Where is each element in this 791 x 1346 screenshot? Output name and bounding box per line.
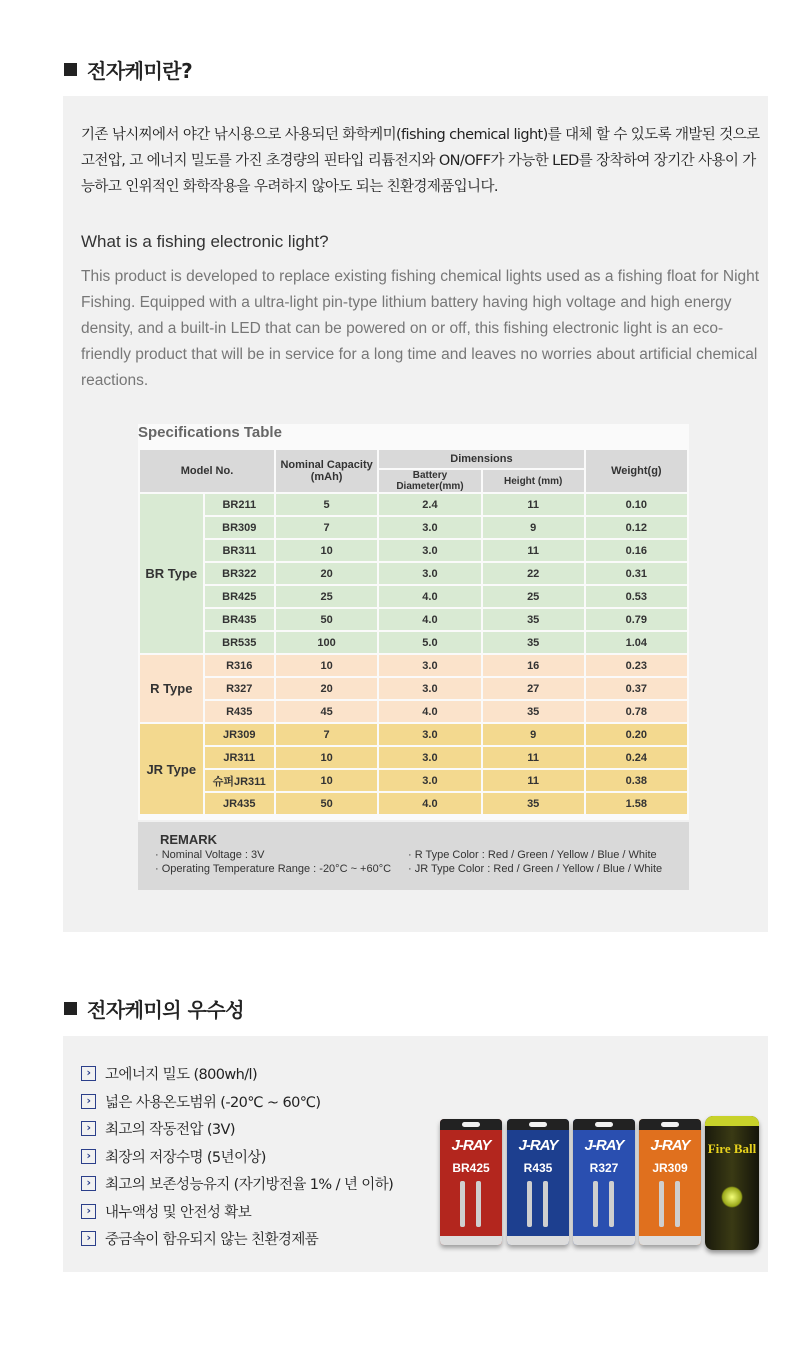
cell-model: R327 xyxy=(205,678,274,699)
cell-weight: 0.24 xyxy=(586,747,687,768)
cell-weight: 0.31 xyxy=(586,563,687,584)
square-bullet-icon xyxy=(64,1002,77,1015)
cell-model: JR435 xyxy=(205,793,274,814)
cell-height: 35 xyxy=(483,609,584,630)
light-stick xyxy=(527,1181,532,1227)
package-brand: J-RAY xyxy=(584,1137,624,1154)
table-row xyxy=(140,724,687,745)
package-footer xyxy=(507,1236,569,1245)
hanger xyxy=(440,1119,502,1130)
advantages-box xyxy=(63,1036,768,1272)
table-row xyxy=(140,517,687,538)
cell-diameter: 3.0 xyxy=(379,770,481,791)
cell-capacity: 25 xyxy=(276,586,377,607)
cell-weight: 0.37 xyxy=(586,678,687,699)
feature-item xyxy=(81,1225,393,1253)
table-row xyxy=(140,655,687,676)
cell-capacity: 50 xyxy=(276,609,377,630)
section-title-text: 전자케미의 우수성 xyxy=(87,998,245,1022)
cell-height: 11 xyxy=(483,540,584,561)
type-cell: R Type xyxy=(140,655,203,722)
table-row xyxy=(140,678,687,699)
cell-capacity: 7 xyxy=(276,517,377,538)
type-cell: JR Type xyxy=(140,724,203,814)
cell-height: 9 xyxy=(483,517,584,538)
feature-text: 넓은 사용온도범위 (-20℃ ~ 60℃) xyxy=(105,1094,321,1111)
cell-model: BR322 xyxy=(205,563,274,584)
chevron-right-icon: › xyxy=(81,1066,96,1081)
cell-diameter: 3.0 xyxy=(379,747,481,768)
feature-text: 최고의 작동전압 (3V) xyxy=(105,1122,235,1139)
cell-weight: 0.23 xyxy=(586,655,687,676)
cell-weight: 0.78 xyxy=(586,701,687,722)
feature-item xyxy=(81,1088,393,1116)
cell-diameter: 4.0 xyxy=(379,609,481,630)
spec-table-body xyxy=(140,494,687,814)
spec-table-title: Specifications Table xyxy=(138,424,282,441)
cell-capacity: 5 xyxy=(276,494,377,515)
header-diameter: Battery Diameter(mm) xyxy=(379,470,481,492)
cell-weight: 1.04 xyxy=(586,632,687,653)
hang-hole xyxy=(462,1122,480,1127)
table-row xyxy=(140,563,687,584)
cell-diameter: 4.0 xyxy=(379,586,481,607)
hang-hole xyxy=(595,1122,613,1127)
cell-capacity: 10 xyxy=(276,747,377,768)
cell-height: 11 xyxy=(483,747,584,768)
cell-capacity: 100 xyxy=(276,632,377,653)
table-row xyxy=(140,632,687,653)
cell-model: R316 xyxy=(205,655,274,676)
type-cell: BR Type xyxy=(140,494,203,653)
chevron-right-icon: › xyxy=(81,1176,96,1191)
package-model: JR309 xyxy=(652,1161,688,1175)
section-title-text: 전자케미란? xyxy=(87,59,193,83)
cell-model: BR211 xyxy=(205,494,274,515)
cell-capacity: 50 xyxy=(276,793,377,814)
cell-capacity: 10 xyxy=(276,770,377,791)
package-brand: J-RAY xyxy=(650,1137,690,1154)
cell-diameter: 5.0 xyxy=(379,632,481,653)
product-photo xyxy=(440,1116,762,1266)
cell-model: JR309 xyxy=(205,724,274,745)
cell-height: 35 xyxy=(483,632,584,653)
cell-model: BR425 xyxy=(205,586,274,607)
header-capacity: Nominal Capacity (mAh) xyxy=(276,450,377,492)
hanger xyxy=(573,1119,635,1130)
cell-model: JR311 xyxy=(205,747,274,768)
package-brand: J-RAY xyxy=(518,1137,558,1154)
cell-height: 35 xyxy=(483,793,584,814)
package-model: R327 xyxy=(589,1161,619,1175)
remark-jr-type-color: · JR Type Color : Red / Green / Yellow / Blue / White xyxy=(408,863,663,875)
cell-diameter: 3.0 xyxy=(379,563,481,584)
cell-height: 9 xyxy=(483,724,584,745)
remark-temperature: · Operating Temperature Range : -20°C ~ +60°C xyxy=(155,863,392,875)
light-stick xyxy=(609,1181,614,1227)
hanger xyxy=(507,1119,569,1130)
package-model: BR425 xyxy=(452,1161,490,1175)
remark-box xyxy=(138,822,689,890)
table-row xyxy=(140,494,687,515)
cell-height: 11 xyxy=(483,770,584,791)
feature-list xyxy=(81,1060,393,1253)
product-package xyxy=(639,1119,701,1245)
product-package xyxy=(440,1119,502,1245)
square-bullet-icon xyxy=(64,63,77,76)
glow-ball-icon xyxy=(721,1186,743,1208)
cell-weight: 0.16 xyxy=(586,540,687,561)
cell-diameter: 3.0 xyxy=(379,678,481,699)
header-height: Height (mm) xyxy=(483,470,584,492)
intro-box xyxy=(63,96,768,932)
cell-capacity: 20 xyxy=(276,563,377,584)
specifications-table xyxy=(138,448,689,816)
table-row xyxy=(140,747,687,768)
cell-diameter: 3.0 xyxy=(379,517,481,538)
package-brand: J-RAY xyxy=(451,1137,491,1154)
hang-hole xyxy=(529,1122,547,1127)
cell-weight: 0.20 xyxy=(586,724,687,745)
cell-capacity: 7 xyxy=(276,724,377,745)
product-package xyxy=(573,1119,635,1245)
feature-item xyxy=(81,1143,393,1171)
header-weight: Weight(g) xyxy=(586,450,687,492)
light-stick xyxy=(593,1181,598,1227)
cell-diameter: 2.4 xyxy=(379,494,481,515)
table-row xyxy=(140,586,687,607)
hang-hole xyxy=(661,1122,679,1127)
feature-item xyxy=(81,1198,393,1226)
cell-model: BR435 xyxy=(205,609,274,630)
table-row xyxy=(140,701,687,722)
korean-intro: 기존 낚시찌에서 야간 낚시용으로 사용되던 화학케미(fishing chemical light)를 대체 할 수 있도록 개발된 것으로 고전압, 고 에너지 밀도를 가진 초경량의 핀타입 리튬전지와 ON/OFF가 가능한 LED를 장착하여 장기간 사용이 가능하고 인위적인 화학작용을 우려하지 않아도 되는 친환경제품입니다. xyxy=(81,127,760,195)
package-footer xyxy=(573,1236,635,1245)
feature-text: 최장의 저장수명 (5년이상) xyxy=(105,1149,266,1166)
table-row xyxy=(140,609,687,630)
cell-model: BR311 xyxy=(205,540,274,561)
package-model: R435 xyxy=(523,1161,553,1175)
cell-weight: 0.10 xyxy=(586,494,687,515)
hanger xyxy=(639,1119,701,1130)
english-heading: What is a fishing electronic light? xyxy=(81,232,329,251)
cell-diameter: 4.0 xyxy=(379,793,481,814)
feature-text: 중금속이 함유되지 않는 친환경제품 xyxy=(105,1232,319,1249)
light-stick xyxy=(675,1181,680,1227)
product-package xyxy=(507,1119,569,1245)
remark-voltage: · Nominal Voltage : 3V xyxy=(155,849,265,861)
cell-weight: 0.53 xyxy=(586,586,687,607)
cell-height: 22 xyxy=(483,563,584,584)
english-description: This product is developed to replace existing fishing chemical lights used as a fishing float for Night Fishing. Equipped with a ultra-light pin-type lithium battery having high voltage and high energy density, and a built-in LED that can be powered on or off, this fishing electronic light is an eco-friendly product that will be in service for a long time and leaves no worries about artificial chemical reactions. xyxy=(81,268,760,389)
cell-model: BR535 xyxy=(205,632,274,653)
can-cap xyxy=(705,1116,759,1126)
cell-diameter: 3.0 xyxy=(379,724,481,745)
specifications-table-panel xyxy=(138,424,689,820)
feature-item xyxy=(81,1170,393,1198)
chevron-right-icon: › xyxy=(81,1094,96,1109)
cell-height: 25 xyxy=(483,586,584,607)
feature-text: 고에너지 밀도 (800wh/l) xyxy=(105,1067,258,1084)
cell-weight: 0.79 xyxy=(586,609,687,630)
remark-title: REMARK xyxy=(160,832,218,847)
chevron-right-icon: › xyxy=(81,1149,96,1164)
remark-r-type-color: · R Type Color : Red / Green / Yellow / Blue / White xyxy=(408,849,657,861)
chevron-right-icon: › xyxy=(81,1231,96,1246)
cell-capacity: 10 xyxy=(276,655,377,676)
cell-weight: 1.58 xyxy=(586,793,687,814)
chevron-right-icon: › xyxy=(81,1121,96,1136)
cell-capacity: 45 xyxy=(276,701,377,722)
cell-diameter: 4.0 xyxy=(379,701,481,722)
cell-height: 16 xyxy=(483,655,584,676)
feature-text: 내누액성 및 안전성 확보 xyxy=(105,1204,252,1221)
table-row xyxy=(140,540,687,561)
package-footer xyxy=(639,1236,701,1245)
can-label: Fire Ball xyxy=(707,1141,757,1156)
light-stick xyxy=(543,1181,548,1227)
feature-item xyxy=(81,1115,393,1143)
cell-diameter: 3.0 xyxy=(379,540,481,561)
feature-text: 최고의 보존성능유지 (자기방전율 1% / 년 이하) xyxy=(105,1177,394,1194)
feature-item xyxy=(81,1060,393,1088)
light-stick xyxy=(476,1181,481,1227)
cell-height: 35 xyxy=(483,701,584,722)
cell-model: 슈퍼JR311 xyxy=(205,770,274,791)
cell-model: BR309 xyxy=(205,517,274,538)
cell-height: 11 xyxy=(483,494,584,515)
cell-model: R435 xyxy=(205,701,274,722)
light-stick xyxy=(659,1181,664,1227)
cell-height: 27 xyxy=(483,678,584,699)
cell-weight: 0.12 xyxy=(586,517,687,538)
light-stick xyxy=(460,1181,465,1227)
table-row xyxy=(140,770,687,791)
table-row xyxy=(140,793,687,814)
cell-capacity: 20 xyxy=(276,678,377,699)
section-title-advantages xyxy=(64,994,244,1023)
cell-capacity: 10 xyxy=(276,540,377,561)
cell-diameter: 3.0 xyxy=(379,655,481,676)
fire-ball-can xyxy=(705,1116,759,1250)
header-dimensions: Dimensions xyxy=(379,450,583,468)
cell-weight: 0.38 xyxy=(586,770,687,791)
section-title-what-is xyxy=(64,55,192,84)
chevron-right-icon: › xyxy=(81,1204,96,1219)
header-model: Model No. xyxy=(140,450,274,492)
package-footer xyxy=(440,1236,502,1245)
